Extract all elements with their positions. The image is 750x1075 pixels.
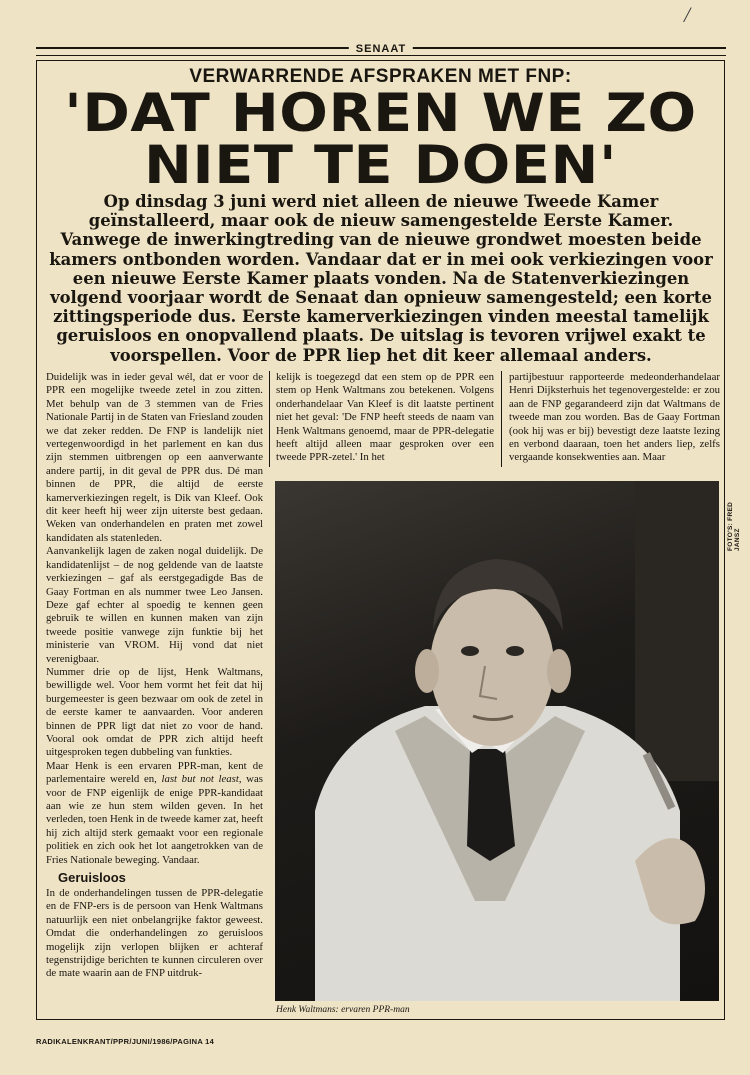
corner-pen-mark: / [684, 2, 691, 27]
paragraph: Nummer drie op de lijst, Henk Waltmans, bewilligde wel. Voor hem vormt het feit dat hij burgemeester is geen bezwaar om ook de zetel in de eerste kamer te aanvaarden. Voor anderen binnen de PPR ligt dat niet zo voor de hand. Vooral ook omdat de PPR zich altijd heeft uitgesproken tegen dubbeling van funkties. [46, 665, 263, 759]
subheading: Geruisloos [58, 870, 126, 886]
headline-line-2: NIET TE DOEN' [143, 135, 618, 196]
photo-caption: Henk Waltmans: ervaren PPR-man [276, 1005, 410, 1015]
article-headline [8, 83, 750, 196]
article-kicker: VERWARRENDE AFSPRAKEN MET FNP: [189, 66, 572, 87]
text-run: Maar Henk is een ervaren PPR-man, kent de parlementaire wereld en, [46, 759, 263, 786]
column-1 [46, 371, 263, 981]
paragraph: Duidelijk was in ieder geval wél, dat er voor de PPR een mogelijke tweede zetel in zou zitten. Met behulp van de 3 stemmen van de Fries Nationale Partij in de Staten van Friesland zouden we dat zeker redden. De FNP is landelijk niet vertegenwoordigd in het parlement en kan dus zijn stemmen uitbrengen op een aanverwante andere partij, in dit geval de PPR dus. Dé man binnen de PPR, die altijd de eerste kamerverkiezingen regelt, is Dik van Kleef. Ook dit keer heeft hij weer zijn uiterste best gedaan. Weken van onderhandelen en praten met zowel kandidaten als statenleden. [46, 371, 263, 544]
paragraph [46, 760, 263, 867]
paragraph: partijbestuur rapporteerde medeonderhandelaar Henri Dijksterhuis het tegenovergestelde: er zou aan de FNP gegarandeerd zijn dat Waltmans de tweede man zou worden. Bas de Gaay Fortman (ook hij was er bij) bevestigt deze laatste lezing en verbond daaraan, toen het anders liep, zelfs vergaande konsekwenties aan. Maar [509, 371, 720, 464]
photo-credit: FOTO'S: FRED JANSZ [727, 501, 741, 551]
paragraph: kelijk is toegezegd dat een stem op de PPR een stem op Henk Waltmans zou betekenen. Volgens onderhandelaar Van Kleef is dit laatste pertinent niet het geval: 'De FNP heeft steeds de naam van Henk Waltmans genoemd, maar de PPR-delegatie heeft altijd alleen maar gesproken over een tweede PPR-zetel.' In het [276, 371, 494, 464]
portrait-illustration [275, 481, 719, 1001]
paragraph: Aanvankelijk lagen de zaken nogal duidelijk. De kandidatenlijst – de nog geldende van de laatste verkiezingen – gaf als eerstgegadigde Bas de Gaay Fortman en als nummer twee Leo Jansen. Deze gaf echter al spoedig te kennen geen gebruik te willen en kunnen maken van zijn tweede positie vanwege zijn funktie bij het ministerie van VROM. Hij vond dat niet verenigbaar. [46, 545, 263, 665]
article-intro: Op dinsdag 3 juni werd niet alleen de nieuwe Tweede Kamer geïnstalleerd, maar ook de nieuw samengestelde Eerste Kamer. Vanwege de inwerkingtreding van de nieuwe grondwet moesten beide kamers ontbonden worden. Vandaar dat er in mei ook verkiezingen voor een nieuwe Eerste Kamer plaats vonden. Na de Statenverkiezingen volgend voorjaar wordt de Senaat dan opnieuw samengesteld; een korte zittingsperiode dus. Eerste kamerverkiezingen vinden meestal tamelijk geruisloos en onopvallend plaats. De uitslag is tevoren vrijwel exakt te voorspellen. Voor de PPR liep het dit keer allemaal anders. [49, 192, 713, 365]
paragraph: In de onderhandelingen tussen de PPR-delegatie en de FNP-ers is de persoon van Henk Waltmans natuurlijk een niet onbelangrijke faktor geweest. Omdat die onderhandelingen zo geruisloos mogelijk zijn verlopen blijken er achteraf tegenstrijdige berichten te kunnen circuleren over de mate waarin aan de FNP uitdruk- [46, 887, 263, 980]
column-2 [276, 371, 494, 465]
column-3 [509, 371, 720, 465]
page-footer: RADIKALENKRANT/PPR/JUNI/1986/PAGINA 14 [36, 1037, 215, 1046]
text-run: , was voor de FNP eigenlijk de enige PPR-kandidaat aan wie ze hun stem wilden geven. In het verleden, toen Henk in de tweede kamer zat, heeft hij zich altijd sterk gemaakt voor een regionale politiek en zich ook het lot aangetrokken van de Fries Nationale beweging. Vandaar. [46, 773, 263, 866]
headline-line-1: 'DAT HOREN WE ZO [64, 83, 697, 144]
column-divider [269, 371, 270, 467]
column-divider [501, 371, 502, 467]
portrait-photo [275, 481, 719, 1001]
section-header [36, 44, 726, 58]
section-label: SENAAT [349, 43, 413, 55]
emphasis-text: last but not least [161, 773, 239, 786]
